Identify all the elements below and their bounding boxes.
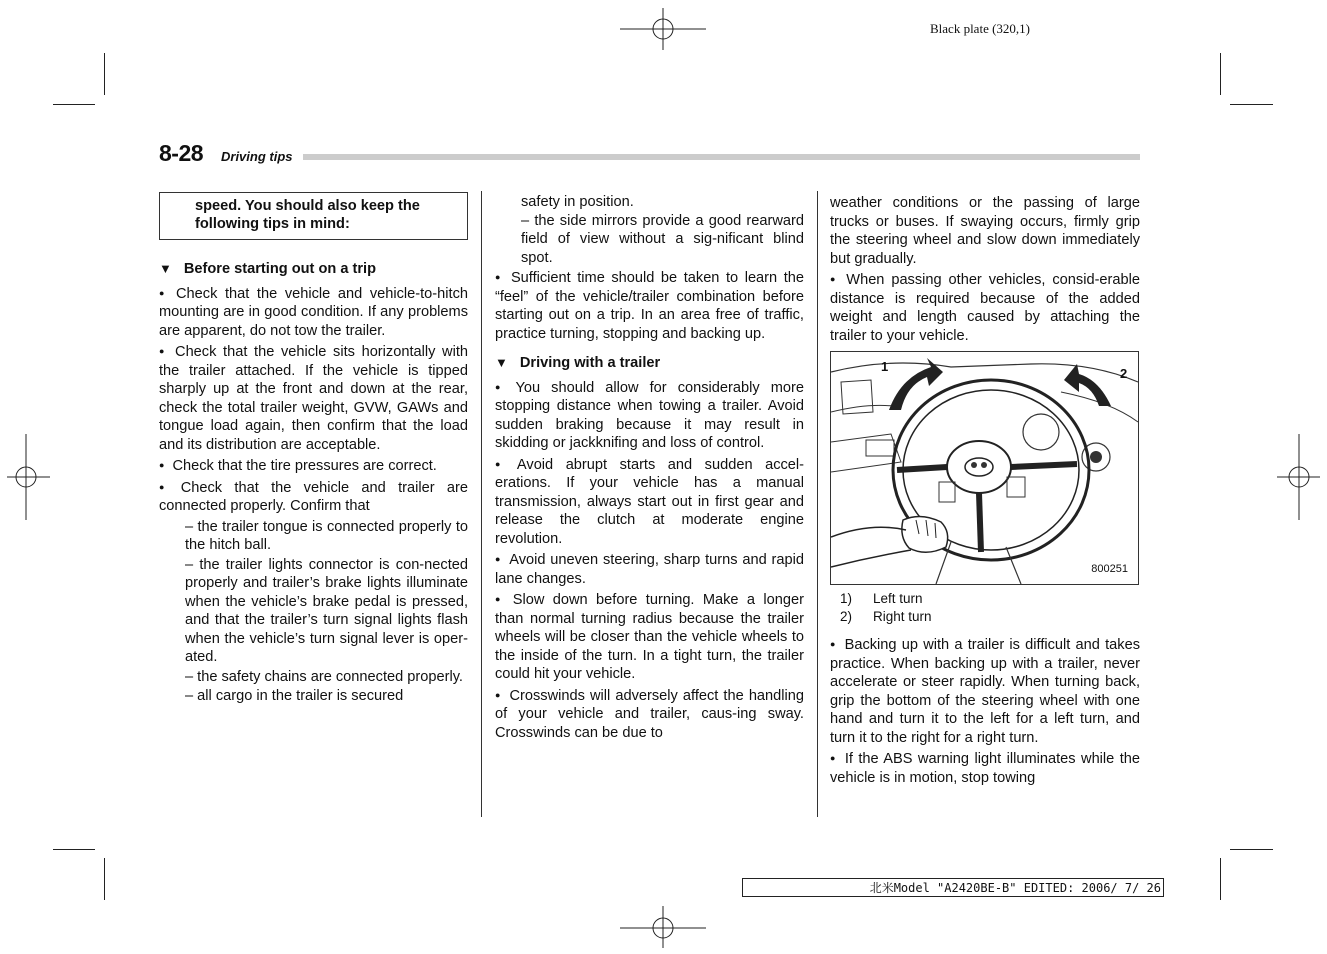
bullet-item: ● Check that the vehicle and vehicle-to-hitch mounting are in good condition. If any problems are apparent, do not tow the trailer.	[159, 284, 468, 341]
sub-item: – the side mirrors provide a good rearward field of view without a sig-nificant blind spot.	[521, 212, 804, 266]
callout-1: 1	[881, 359, 889, 374]
paragraph-continued: weather conditions or the passing of large trucks or buses. If swaying occurs, firmly grip the steering wheel and slow down immediately but gradually.	[830, 195, 1140, 267]
registration-mark-left	[4, 434, 50, 520]
caption-left-turn	[830, 590, 1140, 608]
bullet-item: ● Sufficient time should be taken to learn the “feel” of the vehicle/trailer combination before starting out on a trip. In an area free of traffic, practice turning, stopping and backing up.	[495, 268, 804, 343]
bullet-item: ● Avoid abrupt starts and sudden accel-erations. If your vehicle has a manual transmission, always start out in first gear and release the clutch at moderate engine revolution.	[495, 455, 804, 549]
bullet-item: ● Backing up with a trailer is difficult and takes practice. When backing up with a trailer, never accelerate or steer rapidly. When turning back, grip the bottom of the steering wheel with one hand and turn it to the left for a left turn, and turn it to the right for a right turn.	[830, 635, 1140, 747]
column-divider	[481, 191, 482, 817]
bullet-item: ● Check that the vehicle and trailer are connected properly. Confirm that	[159, 478, 468, 516]
header-rule	[303, 154, 1140, 160]
sub-item: – the safety chains are connected properly.	[185, 668, 463, 685]
registration-mark-bottom	[620, 906, 706, 952]
bullet-item: ● Check that the vehicle sits horizontally with the trailer attached. If the vehicle is tipped sharply up at the front and down at the rear, check the total trailer weight, GVW, GAWs and tongue load again, then confirm that the load and its distribution are acceptable.	[159, 342, 468, 454]
bullet-item: ● Slow down before turning. Make a longer than normal turning radius because the trailer wheels will be closer than the vehicle wheels to the inside of the turn. In a tight turn, the trailer could hit your vehicle.	[495, 590, 804, 684]
page-number: 8-28	[159, 140, 204, 166]
caption-number: 2)	[840, 609, 853, 624]
plate-label: Black plate (320,1)	[930, 21, 1030, 36]
caption-number: 1)	[840, 591, 853, 606]
bullet-item: ● When passing other vehicles, consid-erable distance is required because of the added weight and length caused by attaching the trailer to your vehicle.	[830, 270, 1140, 345]
bullet-item: ● You should allow for considerably more stopping distance when towing a trailer. Avoid sudden braking because it may result in skidding or jackknifing and loss of control.	[495, 378, 804, 453]
column-3	[830, 194, 1140, 789]
heading-before-trip: ▼ Before starting out on a trip	[159, 260, 468, 279]
sub-item: – the trailer tongue is connected properly to the hitch ball.	[185, 518, 468, 553]
continued-box: speed. You should also keep the following tips in mind:	[159, 192, 468, 240]
sub-item: – all cargo in the trailer is secured	[185, 688, 404, 704]
caption-right-turn	[830, 608, 1140, 626]
heading-driving-with-trailer: ▼ Driving with a trailer	[495, 354, 804, 373]
caption-text: Right turn	[873, 609, 932, 624]
bullet-item: ● Crosswinds will adversely affect the handling of your vehicle and trailer, caus-ing sway. Crosswinds can be due to	[495, 686, 804, 743]
registration-mark-right	[1277, 434, 1323, 520]
registration-mark-top	[620, 4, 706, 50]
footer-edit-info: 北米Model "A2420BE-B" EDITED: 2006/ 7/ 26	[742, 878, 1164, 897]
bullet-item: ● Check that the tire pressures are correct.	[159, 456, 468, 476]
bullet-item: ● If the ABS warning light illuminates while the vehicle is in motion, stop towing	[830, 749, 1140, 787]
sub-item: – the trailer lights connector is con-nected properly and trailer’s brake lights illuminate when the vehicle’s brake pedal is pressed, and that the trailer’s turn signal lights flash when the vehicle’s turn signal lever is oper-ated.	[185, 556, 468, 665]
section-title: Driving tips	[221, 149, 293, 164]
caption-text: Left turn	[873, 591, 923, 606]
column-divider	[817, 191, 818, 817]
figure-code: 800251	[1091, 562, 1128, 575]
column-2	[495, 193, 804, 744]
steering-wheel-illustration	[830, 351, 1139, 585]
column-1	[159, 192, 468, 707]
bullet-item: ● Avoid uneven steering, sharp turns and rapid lane changes.	[495, 550, 804, 588]
sub-item-continued: safety in position.	[521, 194, 634, 210]
callout-2: 2	[1120, 366, 1128, 381]
